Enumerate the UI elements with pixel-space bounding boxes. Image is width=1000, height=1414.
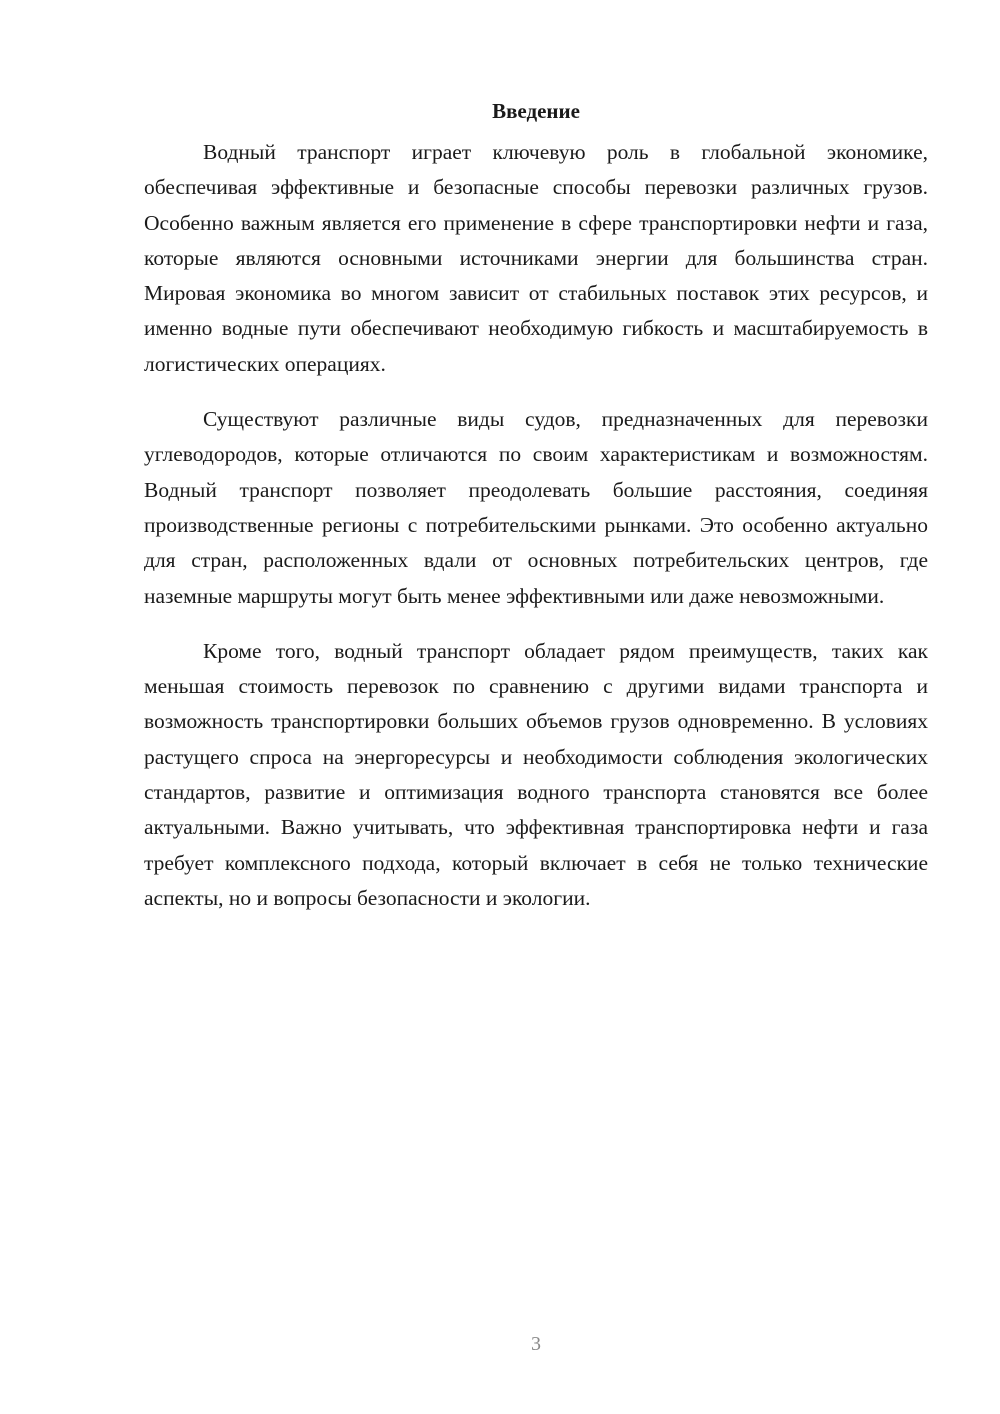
paragraph-2: Существуют различные виды судов, предназначенных для перевозки углеводородов, которые отличаются по своим характеристикам и возможностям. Водный транспорт позволяет преодолевать большие расстояния, соединяя производственные регионы с потребительскими рынками. Это особенно актуально для стран, расположенных вдали от основных потребительских центров, где наземные маршруты могут быть менее эффективными или даже невозможными. [144, 407, 928, 608]
paragraph-1: Водный транспорт играет ключевую роль в глобальной экономике, обеспечивая эффективные и безопасные способы перевозки различных грузов. Особенно важным является его применение в сфере транспортировки нефти и газа, которые являются основными источниками энергии для большинства стран. Мировая экономика во многом зависит от стабильных поставок этих ресурсов, и именно водные пути обеспечивают необходимую гибкость и масштабируемость в логистических операциях. [144, 140, 928, 376]
page-title: Введение [492, 99, 580, 123]
page-number: 3 [531, 1333, 541, 1355]
page-content [144, 97, 928, 936]
paragraph-3: Кроме того, водный транспорт обладает рядом преимуществ, таких как меньшая стоимость перевозок по сравнению с другими видами транспорта и возможность транспортировки больших объемов грузов одновременно. В условиях растущего спроса на энергоресурсы и необходимости соблюдения экологических стандартов, развитие и оптимизация водного транспорта становятся все более актуальными. Важно учитывать, что эффективная транспортировка нефти и газа требует комплексного подхода, который включает в себя не только технические аспекты, но и вопросы безопасности и экологии. [144, 638, 928, 910]
